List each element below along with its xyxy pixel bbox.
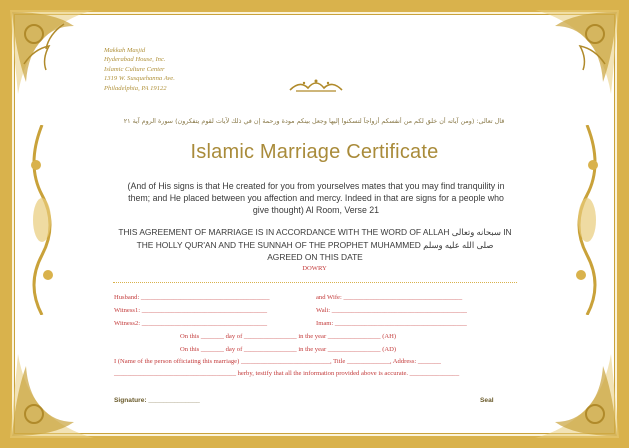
hijri-date-field[interactable]: On this _______ day of ________________ in the year ________________ (AH) [180,333,397,340]
witness2-field[interactable]: Witness2: ______________________________________ [114,320,268,327]
issuer-line: Philadelphia, PA 19122 [104,84,167,92]
verse-translation [104,180,528,216]
signature-field[interactable]: Signature: ______________ [114,397,200,404]
bismillah-calligraphy-icon [286,76,346,94]
issuer-line: Hyderabad House, Inc. [104,56,166,64]
dowry-label: DOWRY [302,265,327,272]
witness1-field[interactable]: Witness1: ______________________________________ [114,307,268,314]
wali-field[interactable]: Wali: _________________________________________ [316,307,467,314]
corner-ornament-icon [505,4,625,124]
dowry-line [113,282,517,283]
issuer-line: Islamic Culture Center [104,65,165,73]
issuer-line: 1319 W. Susquehanna Ave. [104,75,175,83]
gregorian-date-field[interactable]: On this _______ day of ________________ in the year ________________ (AD) [180,346,397,353]
officiant-testimony-field[interactable]: _____________________________________ herby, testify that all the information provided above is accurate. _______________ [114,370,460,377]
wife-field[interactable]: and Wife: ____________________________________ [316,294,463,301]
quran-verse-arabic: قال تعالى: (ومن آياته أن خلق لكم من أنفسكم أزواجاً لتسكنوا إليها وجعل بينكم مودة ورحمة إن في ذلك لآيات لقوم يتفكرون) سورة الروم آية ٢١ [123,117,505,125]
corner-ornament-icon [4,324,124,444]
imam-field[interactable]: Imam: ________________________________________ [316,320,467,327]
agreement-line: AGREED ON THIS DATE [267,252,363,263]
verse-translation-line: (And of His signs is that He created for you from yourselves mates that you may find tranquility in [127,181,505,191]
seal-label: Seal [480,397,494,404]
officiant-field[interactable]: I (Name of the person officiating this marriage) ___________________________, Title _____________, Address: _______ [114,358,441,365]
agreement-statement [108,226,522,264]
corner-ornament-icon [505,324,625,444]
issuer-address [104,46,175,93]
issuer-line: Makkah Masjid [104,47,146,54]
agreement-line: THIS AGREEMENT OF MARRIAGE IS IN ACCORDANCE WITH THE WORD OF ALLAH سبحانه وتعالى IN [118,227,512,237]
agreement-line: THE HOLLY QUR'AN AND THE SUNNAH OF THE PROPHET MUHAMMED صلى الله عليه وسلم [136,239,494,250]
certificate-title: Islamic Marriage Certificate [190,141,439,163]
husband-field[interactable]: Husband: _______________________________________ [114,294,270,301]
verse-translation-line: them; and He placed between you affection and mercy. Indeed in that are signs for a people who [128,193,504,203]
verse-translation-line: give thought) Al Room, Verse 21 [252,205,380,215]
